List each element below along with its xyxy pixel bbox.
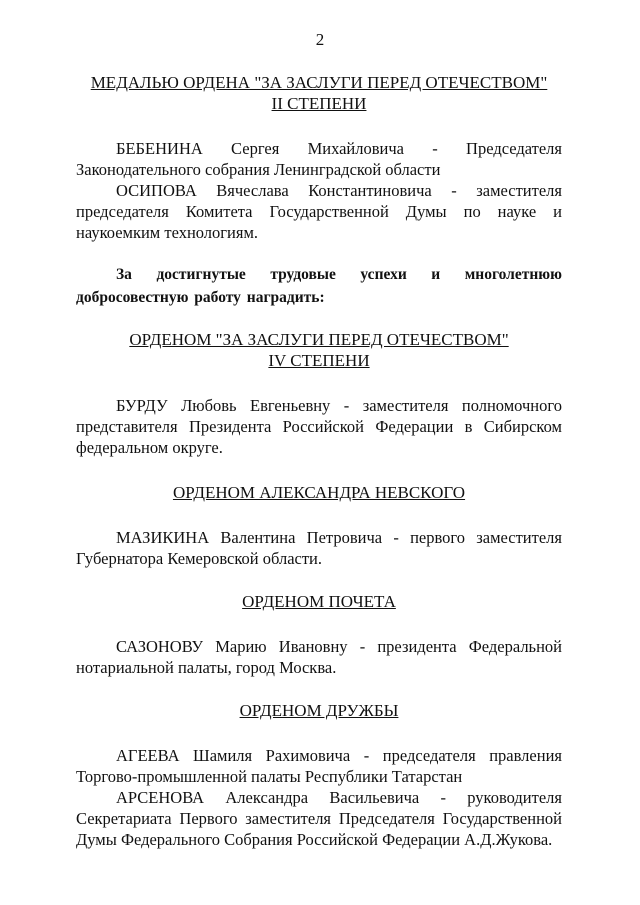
award-heading-honor-order (76, 591, 562, 612)
award-heading-merit-medal (76, 72, 562, 114)
award-heading-line: ОРДЕНОМ АЛЕКСАНДРА НЕВСКОГО (172, 483, 466, 502)
award-heading-nevsky-order (76, 482, 562, 503)
awardee-entry: БУРДУ Любовь Евгеньевну - заместителя полномочного представителя Президента Российской Федерации в Сибирском федеральном округе. (76, 396, 562, 457)
awardee-entry: ОСИПОВА Вячеслава Константиновича - заместителя председателя Комитета Государственной Думы по науке и наукоемким технологиям. (76, 181, 562, 242)
award-heading-friendship-order (76, 700, 562, 721)
document-body (76, 72, 562, 850)
award-intro: За достигнутые трудовые успехи и многолетнюю добросовестную работу наградить: (76, 266, 562, 306)
page-number: 2 (315, 30, 325, 49)
award-heading-merit-order-iv (76, 329, 562, 371)
award-heading-line: II СТЕПЕНИ (271, 94, 367, 113)
award-heading-line: ОРДЕНОМ ДРУЖБЫ (239, 701, 399, 720)
awardee-entry: МАЗИКИНА Валентина Петровича - первого заместителя Губернатора Кемеровской области. (76, 528, 562, 568)
awardee-entry: АГЕЕВА Шамиля Рахимовича - председателя правления Торгово-промышленной палаты Республики Татарстан (76, 746, 562, 786)
award-heading-line: ОРДЕНОМ "ЗА ЗАСЛУГИ ПЕРЕД ОТЕЧЕСТВОМ" (129, 330, 509, 349)
award-heading-line: ОРДЕНОМ ПОЧЕТА (242, 592, 396, 611)
awardee-entry: АРСЕНОВА Александра Васильевича - руководителя Секретариата Первого заместителя Председателя Государственной Думы Федерального Собрания Российской Федерации А.Д.Жукова. (76, 788, 562, 849)
awardee-entry: БЕБЕНИНА Сергея Михайловича - Председателя Законодательного собрания Ленинградской области (76, 139, 562, 179)
awardee-entry: САЗОНОВУ Марию Ивановну - президента Федеральной нотариальной палаты, город Москва. (76, 637, 562, 677)
award-heading-line: IV СТЕПЕНИ (268, 351, 370, 370)
award-heading-line: МЕДАЛЬЮ ОРДЕНА "ЗА ЗАСЛУГИ ПЕРЕД ОТЕЧЕСТВОМ" (90, 73, 548, 92)
